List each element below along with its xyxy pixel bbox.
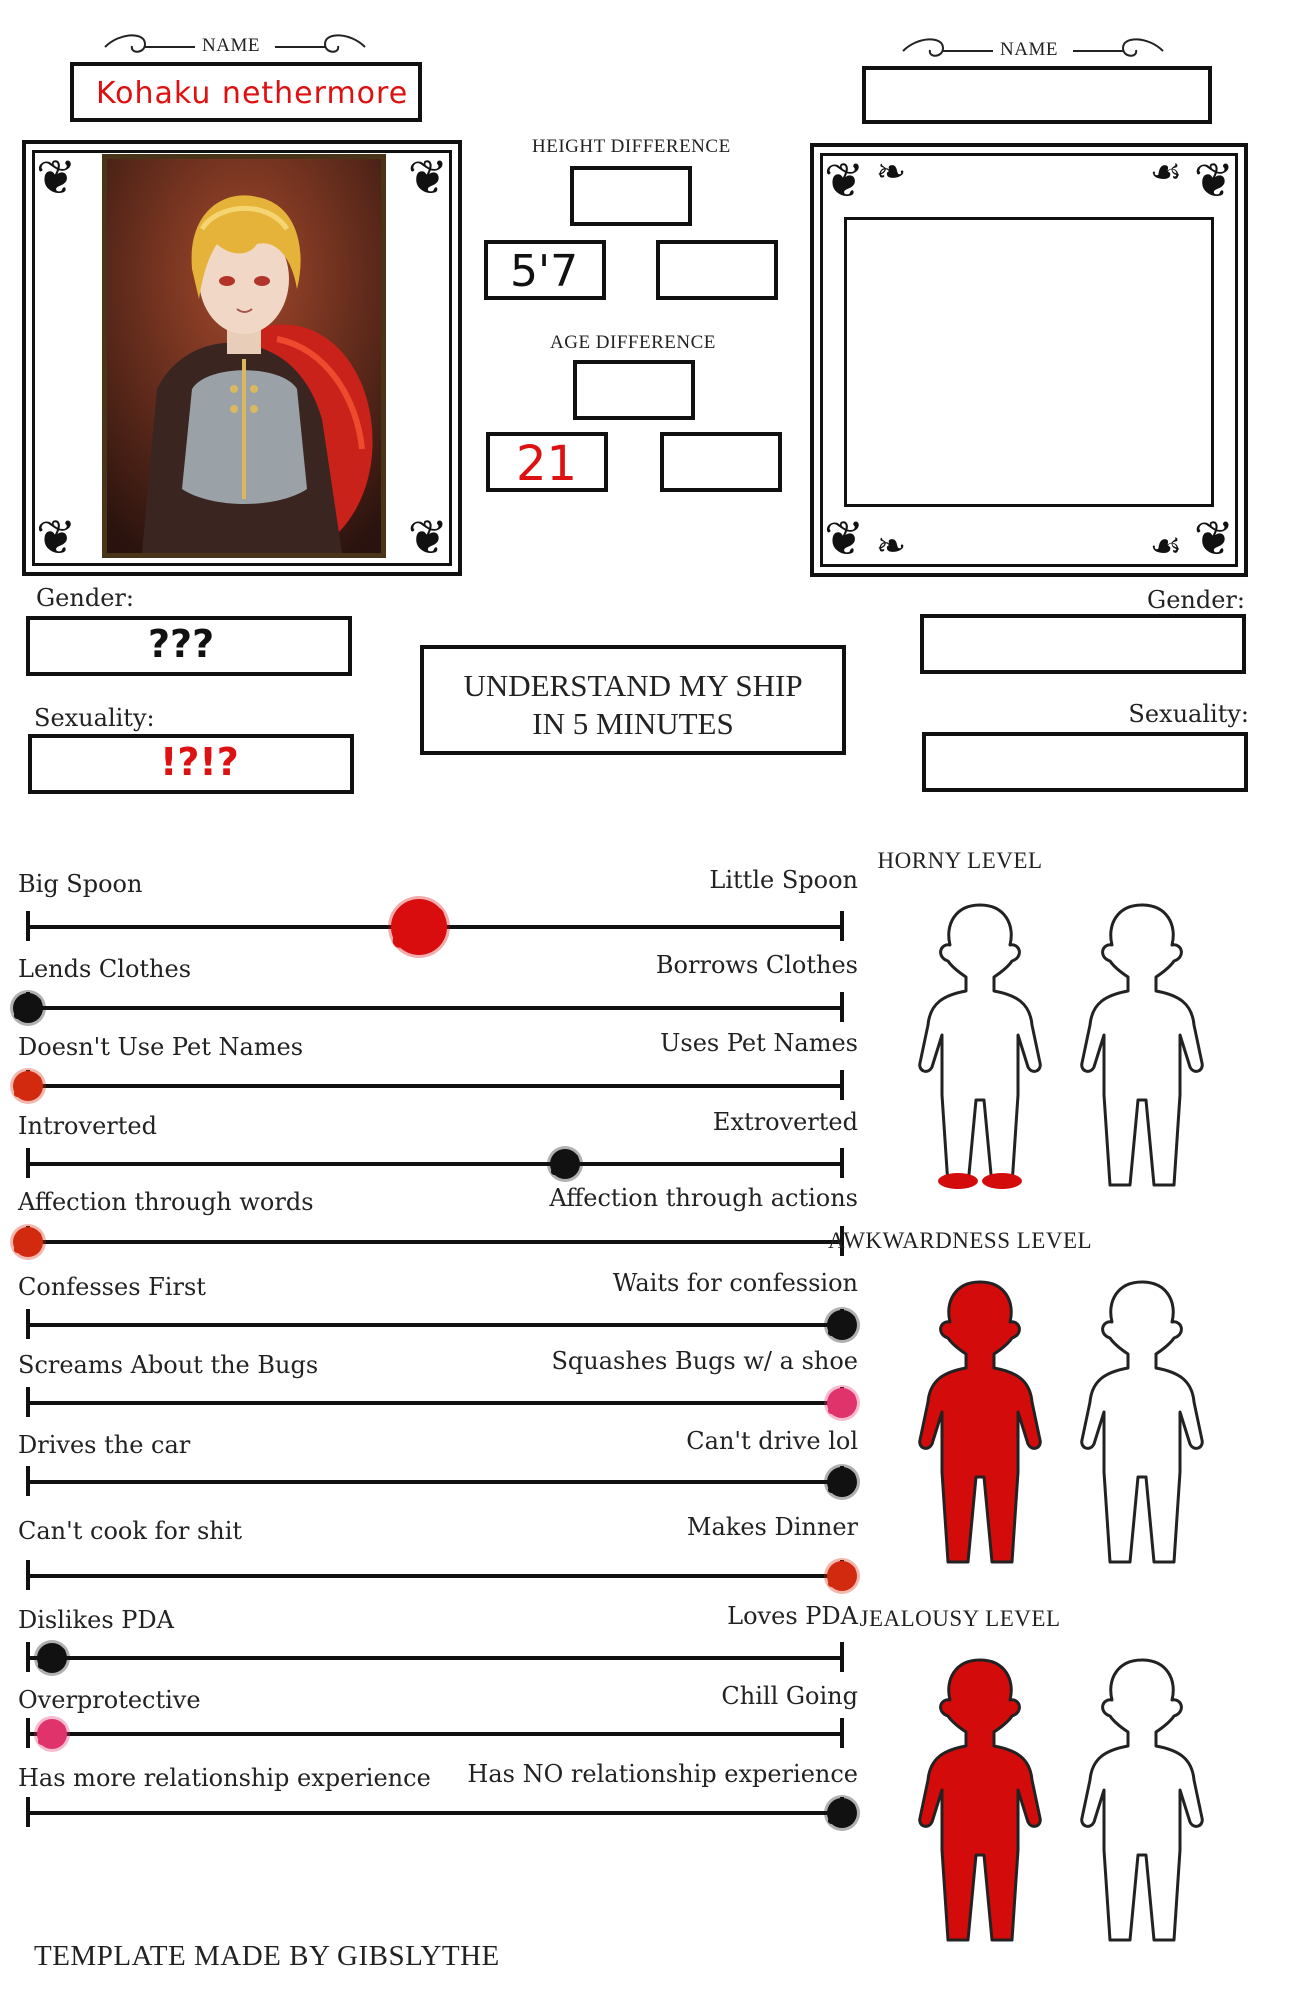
level-figure-left[interactable]: [918, 1272, 1042, 1576]
left-name-value: Kohaku nethermore: [96, 76, 409, 111]
page-title: [424, 667, 842, 743]
left-sexuality-label: Sexuality:: [34, 704, 155, 732]
empty-portrait-area: [844, 217, 1214, 507]
slider-end-tick: [26, 1466, 30, 1496]
slider-right-label: Uses Pet Names: [660, 1029, 858, 1057]
page-title-line2: IN 5 MINUTES: [532, 706, 734, 741]
right-name-label: NAME: [1000, 39, 1058, 60]
height-difference-title: HEIGHT DIFFERENCE: [532, 136, 731, 157]
slider-track[interactable]: [28, 1480, 842, 1484]
height-left-value: 5'7: [510, 246, 579, 297]
ornament-icon: ☙: [1149, 526, 1182, 567]
slider-end-tick: [840, 1070, 844, 1100]
age-difference-field[interactable]: [573, 360, 695, 420]
slider-left-label: Introverted: [18, 1112, 157, 1140]
slider-left-label: Overprotective: [18, 1686, 201, 1714]
slider-track[interactable]: [28, 1401, 842, 1405]
ornament-icon: ☙: [1149, 152, 1182, 193]
slider-track[interactable]: [28, 1006, 842, 1010]
slider-end-tick: [26, 911, 30, 941]
character-portrait: [102, 154, 386, 558]
left-sexuality-value: !?!?: [160, 740, 239, 784]
level-title: HORNY LEVEL: [877, 848, 1043, 873]
slider-end-tick: [26, 1387, 30, 1417]
title-box: [420, 645, 846, 755]
slider-track[interactable]: [28, 1811, 842, 1815]
ornament-icon: ❧: [876, 526, 907, 567]
slider-end-tick: [840, 1148, 844, 1178]
slider-marker[interactable]: [827, 1561, 857, 1591]
slider-track[interactable]: [28, 1162, 842, 1166]
slider-marker[interactable]: [827, 1310, 857, 1340]
right-name-field[interactable]: [862, 66, 1212, 124]
left-gender-label: Gender:: [36, 584, 134, 612]
slider-marker[interactable]: [37, 1719, 67, 1749]
slider-track[interactable]: [28, 1240, 842, 1244]
character-portrait-art: [107, 159, 381, 553]
slider-end-tick: [26, 1560, 30, 1590]
slider-left-label: Doesn't Use Pet Names: [18, 1033, 304, 1061]
level-figure-right[interactable]: [1080, 895, 1204, 1199]
slider-end-tick: [840, 911, 844, 941]
height-left-field[interactable]: [484, 240, 606, 300]
age-left-field[interactable]: [486, 432, 608, 492]
ornament-icon: ❦: [36, 150, 77, 206]
slider-track[interactable]: [28, 1323, 842, 1327]
ornament-icon: ❧: [876, 152, 907, 193]
slider-right-label: Has NO relationship experience: [467, 1760, 858, 1788]
slider-right-label: Chill Going: [721, 1682, 858, 1710]
slider-marker[interactable]: [37, 1643, 67, 1673]
slider-right-label: Affection through actions: [549, 1184, 858, 1212]
slider-right-label: Squashes Bugs w/ a shoe: [551, 1347, 858, 1375]
slider-marker[interactable]: [391, 899, 447, 955]
slider-left-label: Lends Clothes: [18, 955, 192, 983]
right-sexuality-field[interactable]: [922, 732, 1248, 792]
height-right-field[interactable]: [656, 240, 778, 300]
right-name-header: [898, 36, 1168, 66]
right-gender-label: Gender:: [1147, 586, 1245, 614]
left-sexuality-field[interactable]: [28, 734, 354, 794]
slider-left-label: Affection through words: [18, 1188, 314, 1216]
ornament-icon: ❦: [36, 510, 77, 566]
ornament-icon: ❦: [824, 153, 865, 209]
slider-track[interactable]: [28, 1574, 842, 1578]
slider-left-label: Big Spoon: [18, 870, 143, 898]
level-figure-left[interactable]: [918, 895, 1042, 1199]
left-gender-value: ???: [148, 622, 215, 666]
slider-marker[interactable]: [827, 1798, 857, 1828]
slider-right-label: Waits for confession: [612, 1269, 858, 1297]
slider-right-label: Loves PDA: [727, 1602, 858, 1630]
right-gender-field[interactable]: [920, 614, 1246, 674]
ornament-icon: ❦: [1193, 511, 1234, 567]
slider-left-label: Screams About the Bugs: [18, 1351, 319, 1379]
slider-marker[interactable]: [550, 1149, 580, 1179]
right-sexuality-label: Sexuality:: [1128, 700, 1249, 728]
slider-left-label: Can't cook for shit: [18, 1517, 243, 1545]
level-title: AWKWARDNESS LEVEL: [827, 1228, 1093, 1253]
slider-end-tick: [26, 1797, 30, 1827]
slider-marker[interactable]: [827, 1388, 857, 1418]
slider-right-label: Extroverted: [712, 1108, 858, 1136]
page-title-line1: UNDERSTAND MY SHIP: [463, 668, 803, 703]
slider-marker[interactable]: [13, 1227, 43, 1257]
slider-track[interactable]: [28, 1656, 842, 1660]
slider-end-tick: [840, 992, 844, 1022]
slider-end-tick: [840, 1642, 844, 1672]
slider-marker[interactable]: [827, 1467, 857, 1497]
left-gender-field[interactable]: [26, 616, 352, 676]
slider-left-label: Has more relationship experience: [18, 1764, 431, 1792]
left-name-field[interactable]: [70, 62, 422, 122]
template-credit: TEMPLATE MADE BY GIBSLYTHE: [34, 1940, 500, 1972]
slider-track[interactable]: [28, 1732, 842, 1736]
ornament-icon: ❦: [407, 150, 448, 206]
ornament-icon: ❦: [407, 510, 448, 566]
left-name-header: [100, 32, 370, 62]
slider-right-label: Can't drive lol: [686, 1427, 858, 1455]
slider-marker[interactable]: [13, 1071, 43, 1101]
slider-left-label: Drives the car: [18, 1431, 191, 1459]
ornament-icon: ❦: [824, 511, 865, 567]
slider-end-tick: [26, 1642, 30, 1672]
left-name-label: NAME: [202, 35, 260, 56]
slider-left-label: Confesses First: [18, 1273, 206, 1301]
slider-end-tick: [840, 1718, 844, 1748]
level-title: JEALOUSY LEVEL: [859, 1606, 1061, 1631]
ornament-icon: ❦: [1193, 153, 1234, 209]
level-figure-right[interactable]: [1080, 1272, 1204, 1576]
right-portrait-frame[interactable]: [810, 143, 1248, 577]
slider-left-label: Dislikes PDA: [18, 1606, 174, 1634]
slider-end-tick: [26, 1718, 30, 1748]
age-left-value: 21: [516, 436, 578, 492]
slider-right-label: Little Spoon: [709, 866, 858, 894]
slider-right-label: Borrows Clothes: [655, 951, 858, 979]
slider-marker[interactable]: [13, 993, 43, 1023]
slider-end-tick: [26, 1309, 30, 1339]
height-difference-field[interactable]: [570, 166, 692, 226]
slider-right-label: Makes Dinner: [686, 1513, 858, 1541]
level-figure-right[interactable]: [1080, 1650, 1204, 1954]
age-right-field[interactable]: [660, 432, 782, 492]
age-difference-title: AGE DIFFERENCE: [550, 332, 716, 353]
left-portrait-frame: [22, 140, 462, 576]
slider-track[interactable]: [28, 1084, 842, 1088]
level-figure-left[interactable]: [918, 1650, 1042, 1954]
slider-end-tick: [26, 1148, 30, 1178]
